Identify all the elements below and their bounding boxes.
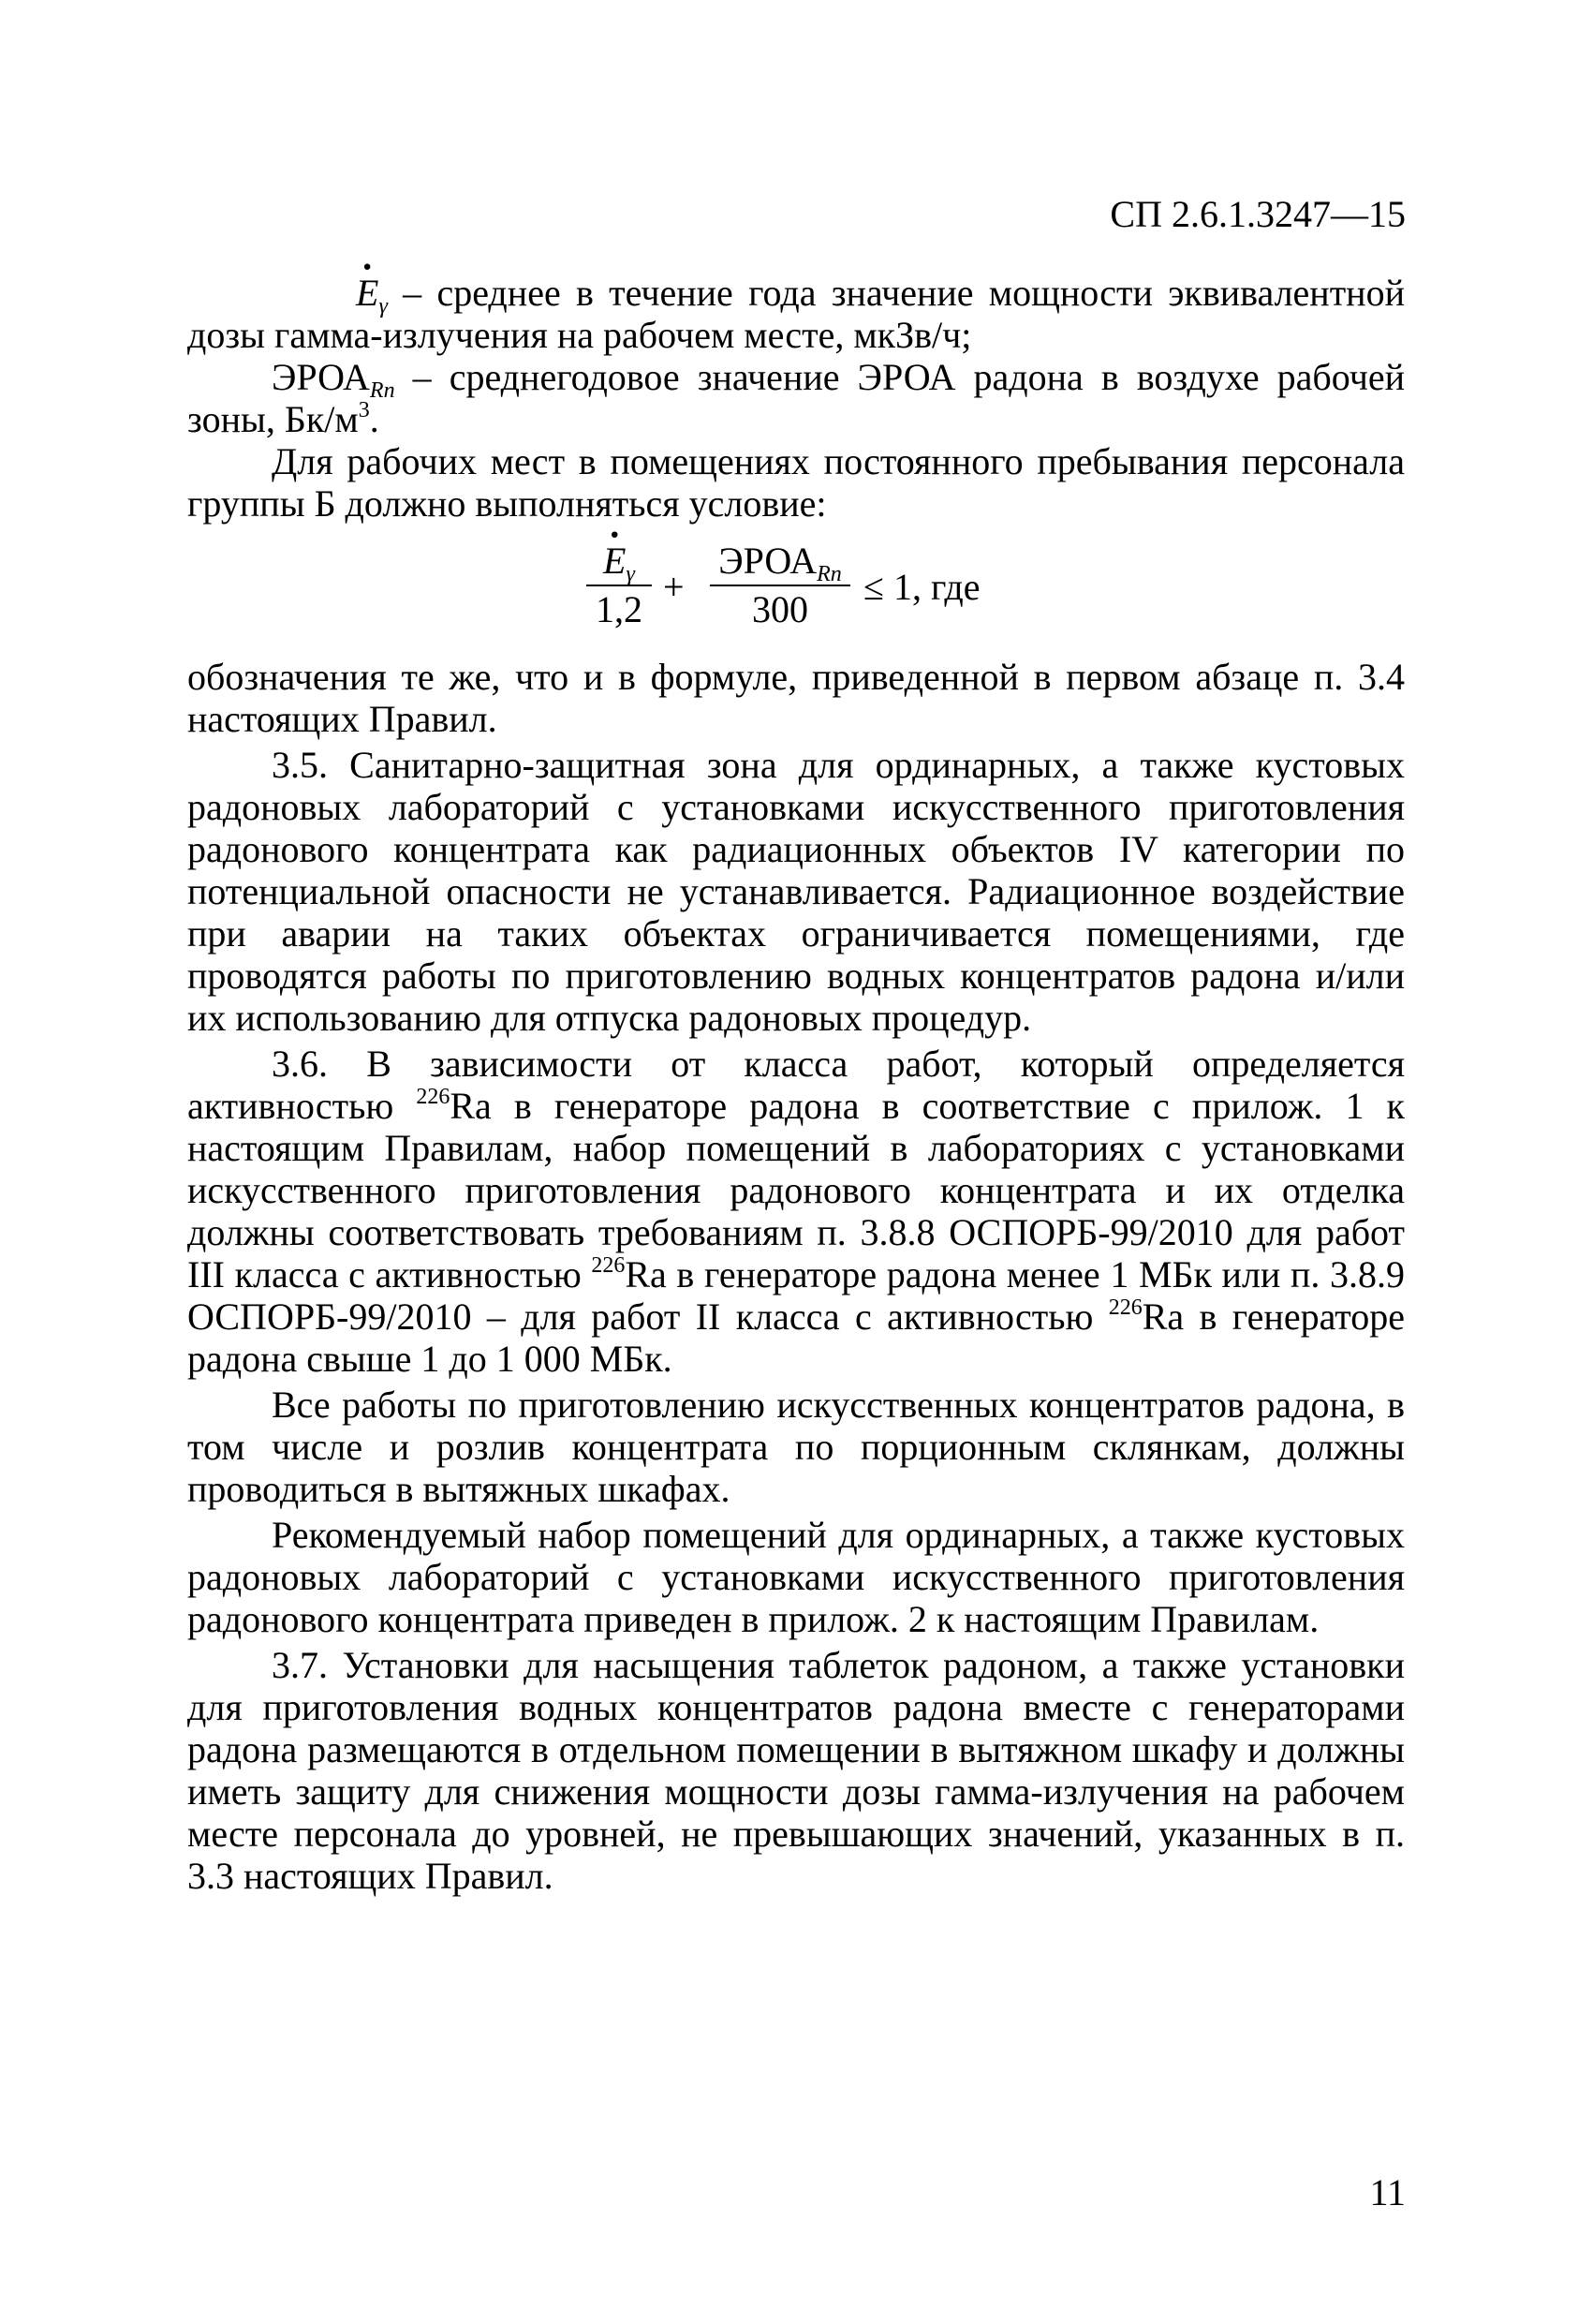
isotope-mass-number: 226 bbox=[416, 1085, 450, 1109]
isotope-mass-number: 226 bbox=[591, 1253, 626, 1278]
eroa-unit-superscript: 3 bbox=[358, 398, 370, 422]
section-3-6-text-3: Ra в генераторе радона менее 1 МБк или п. 3.8.9 ОСПОРБ-99/2010 – для работ II класса с активностью bbox=[187, 1253, 1406, 1338]
definition-e-gamma bbox=[187, 272, 1405, 356]
recommended-rooms-paragraph: Рекомендуемый набор помещений для ординарных, а также кустовых радоновых лабораторий с установками искусственного приготовления радонового концентрата приведен в прилож. 2 к настоящим Правилам. bbox=[187, 1514, 1405, 1640]
formula-e-symbol: · E bbox=[603, 538, 626, 585]
fraction-eroa-denominator: 300 bbox=[752, 588, 808, 630]
document-code-header: СП 2.6.1.3247—15 bbox=[1110, 193, 1406, 235]
e-gamma-definition-text: – среднее в течение года значение мощности эквивалентной дозы гамма-излучения на рабочем месте, мкЗв/ч; bbox=[187, 272, 1405, 356]
section-3-6-text-2: Ra в генераторе радона в соответствие с прилож. 1 к настоящим Правилам, набор помещений в лабораториях с установками искусственного приготовления радонового концентрата и их отделка должны соответствовать требованиям п. 3.8.8 ОСПОРБ-99/2010 для работ III класса с активностью bbox=[187, 1085, 1405, 1295]
fraction-eroa bbox=[710, 538, 850, 633]
section-3-5-paragraph: 3.5. Санитарно-защитная зона для ординарных, а также кустовых радоновых лабораторий с установками искусственного приготовления радонового концентрата как радиационных объектов IV категории по потенциальной опасности не устанавливается. Радиационное воздействие при аварии на таких объектах ограничивается помещениями, где проводятся работы по приготовлению водных концентратов радона и/или их использованию для отпуска радоновых процедур. bbox=[187, 744, 1405, 1039]
fraction-e-gamma bbox=[586, 538, 652, 633]
condition-intro-paragraph: Для рабочих мест в помещениях постоянного пребывания персонала группы Б должно выполняться условие: bbox=[187, 440, 1405, 525]
dose-condition-formula bbox=[187, 538, 1405, 650]
formula-e-subscript: γ bbox=[626, 562, 635, 586]
fraction-e-gamma-denominator: 1,2 bbox=[596, 588, 642, 630]
fume-hood-paragraph: Все работы по приготовлению искусственных концентратов радона, в том числе и розлив концентрата по порционным склянкам, должны проводиться в вытяжных шкафах. bbox=[187, 1384, 1405, 1510]
after-formula-paragraph: обозначения те же, что и в формуле, приведенной в первом абзаце п. 3.4 настоящих Правил. bbox=[187, 656, 1405, 740]
section-3-6-text-1: 3.6. В зависимости от класса работ, который определяется активностью bbox=[187, 1043, 1405, 1127]
definition-eroa bbox=[187, 356, 1405, 440]
section-3-7-paragraph: 3.7. Установки для насыщения таблеток радоном, а также установки для приготовления водных концентратов радона вместе с генераторами радона размещаются в отдельном помещении в вытяжном шкафу и должны иметь защиту для снижения мощности дозы гамма-излучения на рабочем месте персонала до уровней, не превышающих значений, указанных в п. 3.3 настоящих Правил. bbox=[187, 1644, 1405, 1897]
eroa-definition-end: . bbox=[369, 398, 379, 440]
section-3-6-paragraph bbox=[187, 1043, 1405, 1380]
e-gamma-symbol: · E bbox=[272, 272, 378, 314]
section-3-6-text-4: Ra в генераторе радона свыше 1 до 1 000 МБк. bbox=[187, 1295, 1406, 1380]
body-text bbox=[187, 272, 1405, 1897]
isotope-mass-number: 226 bbox=[1108, 1295, 1143, 1320]
formula-relation: ≤ 1, где bbox=[863, 566, 981, 608]
e-gamma-subscript: γ bbox=[378, 294, 388, 318]
plus-sign: + bbox=[663, 566, 685, 608]
formula-eroa-subscript: Rn bbox=[817, 562, 842, 586]
page-number: 11 bbox=[1369, 2171, 1406, 2213]
fraction-eroa-numerator bbox=[710, 538, 850, 585]
formula-eroa-symbol: ЭРОА bbox=[718, 540, 818, 582]
eroa-definition-text: – среднегодовое значение ЭРОА радона в воздухе рабочей зоны, Бк/м bbox=[187, 356, 1405, 440]
eroa-subscript: Rn bbox=[369, 378, 395, 403]
eroa-symbol: ЭРОА bbox=[272, 356, 370, 398]
fraction-e-gamma-numerator bbox=[586, 538, 652, 585]
